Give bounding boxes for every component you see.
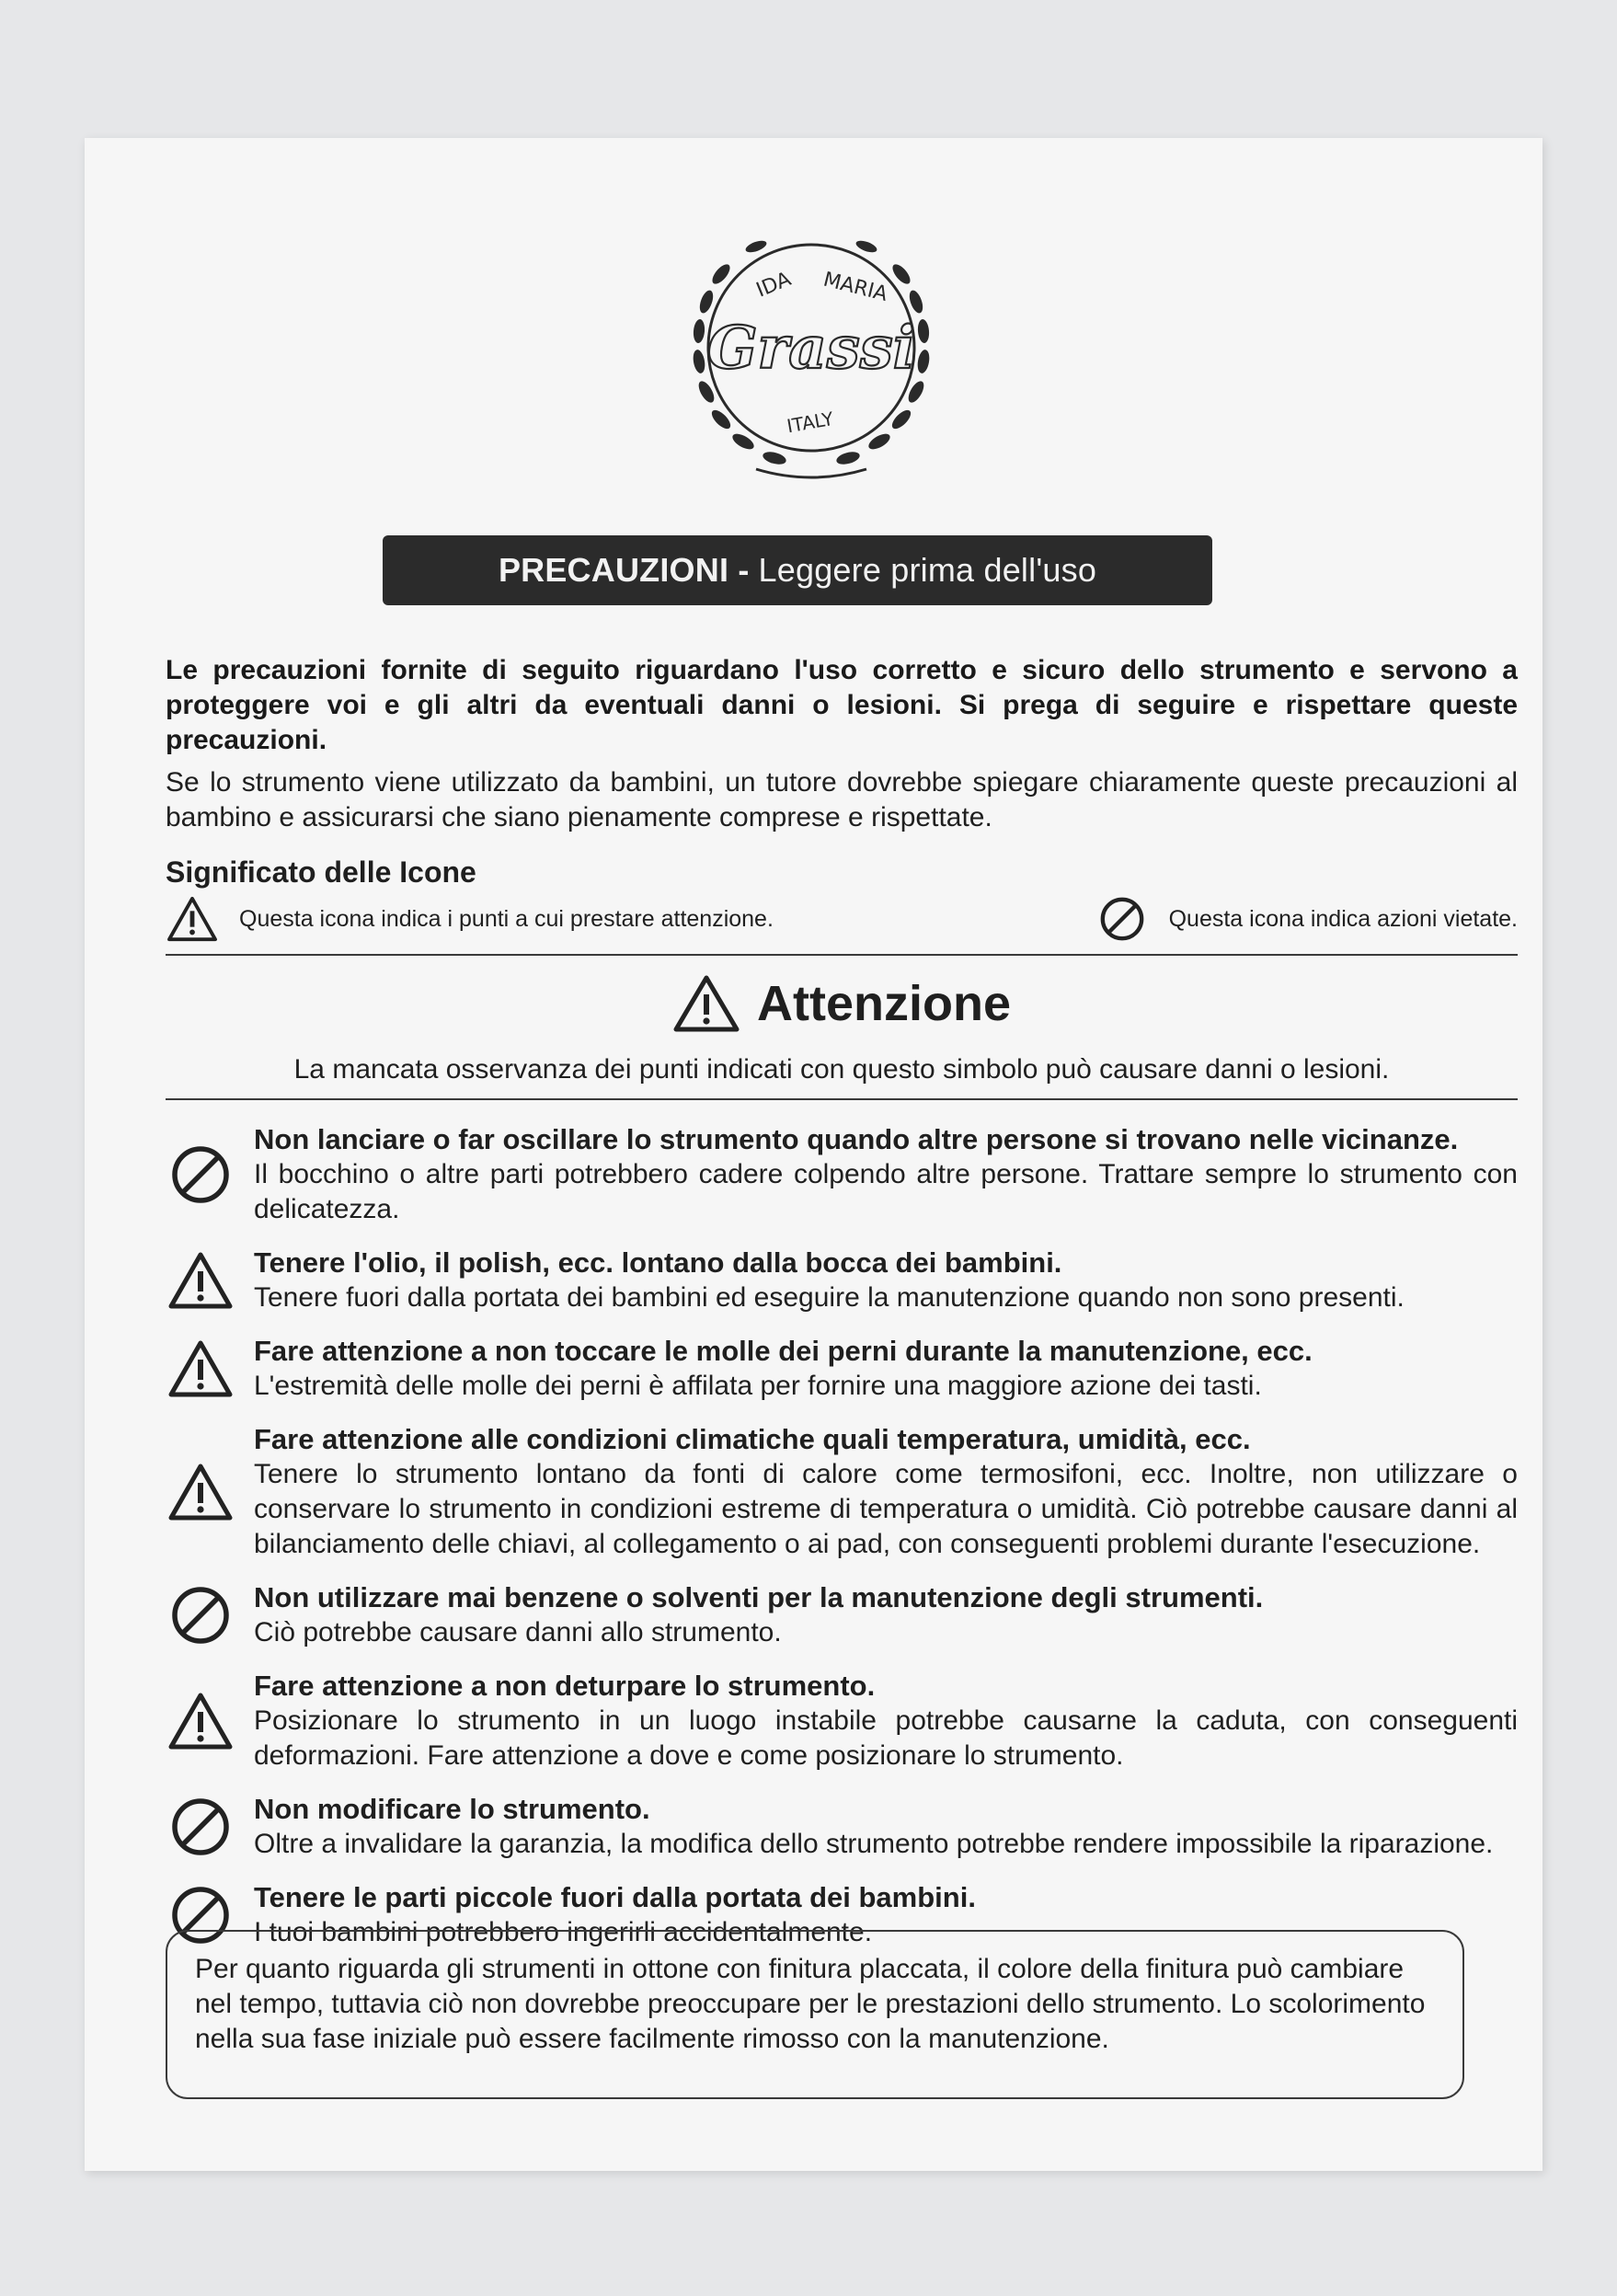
attention-subtitle: La mancata osservanza dei punti indicati con questo simbolo può causare danni o lesioni. xyxy=(293,1054,1390,1085)
title-bold: PRECAUZIONI - xyxy=(498,551,750,589)
warning-icon xyxy=(166,895,219,943)
precaution-text xyxy=(254,1334,1518,1404)
legend-warning-text: Questa icona indica i punti a cui prestare attenzione. xyxy=(239,905,774,932)
precaution-text xyxy=(254,1792,1518,1862)
attention-heading xyxy=(672,974,1011,1033)
prohibited-icon xyxy=(166,1796,235,1858)
legend-prohibited-text: Questa icona indica azioni vietate. xyxy=(1168,905,1518,932)
document-sheet xyxy=(85,138,1542,2171)
precaution-item xyxy=(166,1669,1518,1774)
title-rest: Leggere prima dell'uso xyxy=(758,551,1097,589)
precaution-heading: Fare attenzione a non deturpare lo strumento. xyxy=(254,1670,876,1702)
precaution-body: Ciò potrebbe causare danni allo strumento. xyxy=(254,1617,782,1647)
precaution-body: Tenere fuori dalla portata dei bambini ed eseguire la manutenzione quando non sono presenti. xyxy=(254,1282,1405,1313)
precaution-heading: Non lanciare o far oscillare lo strumento quando altre persone si trovano nelle vicinanze. xyxy=(254,1123,1459,1155)
precaution-text xyxy=(254,1422,1518,1562)
svg-text:MARIA: MARIA xyxy=(820,268,890,306)
precaution-heading: Non modificare lo strumento. xyxy=(254,1793,650,1825)
icons-meaning-heading: Significato delle Icone xyxy=(166,855,476,889)
precaution-body: I tuoi bambini potrebbero ingerirli accidentalmente. xyxy=(254,1917,873,1947)
warning-icon xyxy=(166,1249,235,1312)
precaution-item xyxy=(166,1422,1518,1562)
svg-text:ITALY: ITALY xyxy=(785,407,835,438)
precaution-item xyxy=(166,1792,1518,1862)
prohibited-icon xyxy=(166,1584,235,1647)
precaution-body: Il bocchino o altre parti potrebbero cadere colpendo altre persone. Trattare sempre lo strumento con delicatezza. xyxy=(254,1159,1518,1224)
precaution-text xyxy=(254,1669,1518,1774)
prohibited-icon xyxy=(166,1143,235,1206)
precaution-heading: Fare attenzione alle condizioni climatiche quali temperatura, umidità, ecc. xyxy=(254,1423,1251,1455)
intro-paragraph-2: Se lo strumento viene utilizzato da bambini, un tutore dovrebbe spiegare chiaramente queste precauzioni al bambino e assicurarsi che siano pienamente comprese e rispettate. xyxy=(166,767,1518,832)
precaution-text xyxy=(254,1122,1518,1227)
laurel-wreath-icon xyxy=(664,210,958,486)
precaution-heading: Non utilizzare mai benzene o solventi per la manutenzione degli strumenti. xyxy=(254,1581,1264,1613)
svg-text:IDA: IDA xyxy=(752,268,795,303)
precaution-heading: Fare attenzione a non toccare le molle dei perni durante la manutenzione, ecc. xyxy=(254,1335,1313,1367)
attention-block xyxy=(166,974,1518,1100)
precaution-text xyxy=(254,1246,1518,1315)
precaution-item xyxy=(166,1246,1518,1315)
precaution-heading: Tenere le parti piccole fuori dalla portata dei bambini. xyxy=(254,1881,976,1913)
precaution-heading: Tenere l'olio, il polish, ecc. lontano dalla bocca dei bambini. xyxy=(254,1246,1062,1279)
icons-legend xyxy=(166,895,1518,956)
precaution-item xyxy=(166,1334,1518,1404)
precaution-body: Tenere lo strumento lontano da fonti di calore come termosifoni, ecc. Inoltre, non utilizzare o conservare lo strumento in condizioni estreme di temperatura o umidità. Ciò potrebbe causare danni al bilanciamento delle chiavi, al collegamento o ai pad, con conseguenti problemi durante l'esecuzione. xyxy=(254,1459,1518,1559)
title-banner xyxy=(383,535,1212,605)
warning-icon xyxy=(672,974,740,1033)
svg-text:Grassi: Grassi xyxy=(706,314,916,383)
prohibited-icon xyxy=(1095,895,1149,943)
intro-paragraph-1: Le precauzioni fornite di seguito riguardano l'uso corretto e sicuro dello strumento e servono a proteggere voi e gli altri da eventuali danni o lesioni. Si prega di seguire e rispettare queste precauzioni. xyxy=(166,655,1518,755)
precaution-text xyxy=(254,1580,1518,1650)
warning-icon xyxy=(166,1690,235,1752)
warning-icon xyxy=(166,1461,235,1523)
main-content xyxy=(166,653,1518,1969)
precaution-body: L'estremità delle molle dei perni è affilata per fornire una maggiore azione dei tasti. xyxy=(254,1371,1262,1401)
precaution-body: Posizionare lo strumento in un luogo instabile potrebbe causarne la caduta, con conseguenti deformazioni. Fare attenzione a dove e come posizionare lo strumento. xyxy=(254,1705,1518,1771)
legend-prohibited xyxy=(1095,895,1518,943)
attention-title: Attenzione xyxy=(757,976,1011,1031)
precaution-item xyxy=(166,1580,1518,1650)
finish-note-box: Per quanto riguarda gli strumenti in ottone con finitura placcata, il colore della finitura può cambiare nel tempo, tuttavia ciò non dovrebbe preoccupare per le prestazioni dello strumento. Lo scolorimento nella sua fase iniziale può essere facilmente rimosso con la manutenzione. xyxy=(166,1930,1464,2099)
precaution-body: Oltre a invalidare la garanzia, la modifica dello strumento potrebbe rendere impossibile la riparazione. xyxy=(254,1829,1494,1859)
legend-warning xyxy=(166,895,774,943)
precaution-item xyxy=(166,1122,1518,1227)
grassi-logo xyxy=(664,210,958,486)
precaution-list xyxy=(166,1122,1518,1950)
warning-icon xyxy=(166,1337,235,1400)
